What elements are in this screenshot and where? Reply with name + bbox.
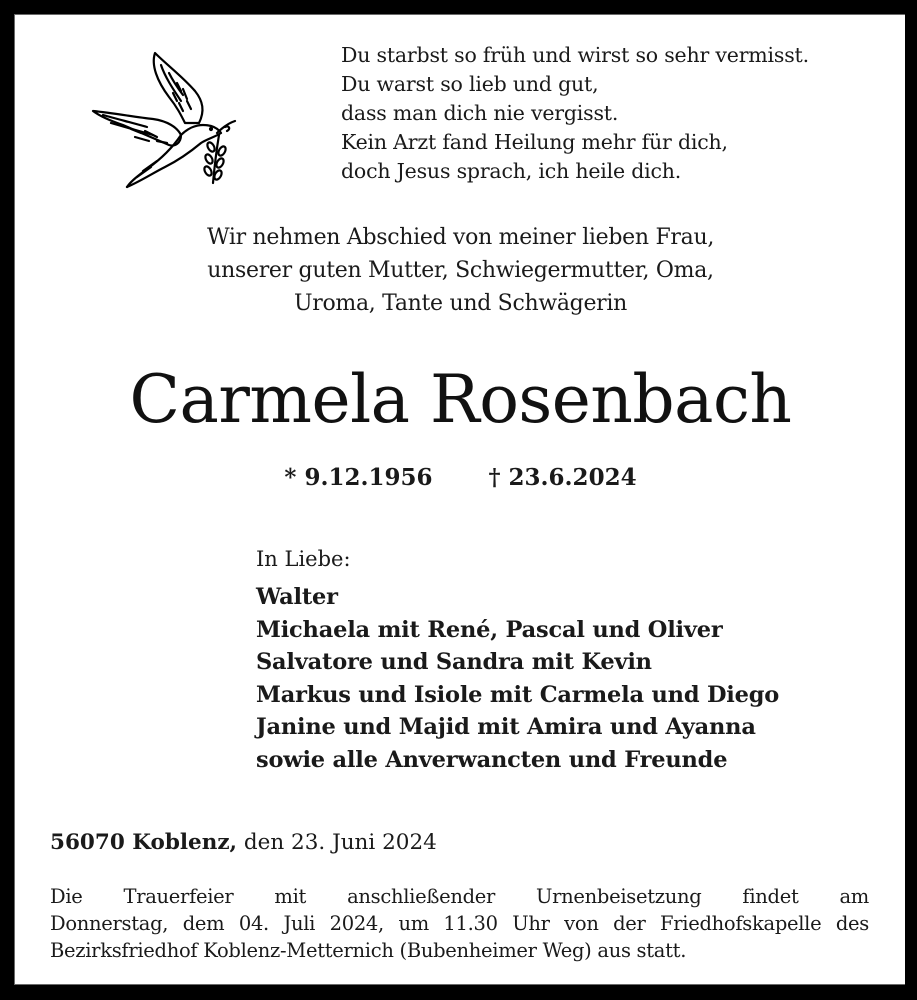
ceremony-line-1: Die Trauerfeier mit anschließender Urnenbeisetzung findet am [50,885,869,908]
poem-line: doch Jesus sprach, ich heile dich. [341,159,682,183]
intro-line: unserer guten Mutter, Schwiegermutter, Oma, [207,258,714,283]
mourner-line: Janine und Majid mit Amira und Ayanna [256,714,756,740]
mourner-line: Michaela mit René, Pascal und Oliver [256,616,723,643]
poem-line: Kein Arzt fand Heilung mehr für dich, [341,130,728,154]
death-date: † 23.6.2024 [488,464,637,491]
ceremony-details [50,883,869,964]
mourner-line: Salvatore und Sandra mit Kevin [256,649,652,675]
mourner-line: sowie alle Anverwancten und Freunde [256,746,728,773]
intro-line: Uroma, Tante und Schwägerin [293,291,628,316]
dove-with-olive-branch-icon [77,43,237,193]
intro-line: Wir nehmen Abschied von meiner lieben Frau, [206,225,715,250]
mourner-line: Markus und Isiole mit Carmela und Diego [256,681,780,708]
memorial-poem [341,41,809,186]
mourners-label: In Liebe: [256,547,351,571]
obituary-notice [14,14,905,985]
place-and-date [50,827,437,859]
mourners-block [256,543,779,776]
poem-line: dass man dich nie vergisst. [341,101,619,125]
poem-line: Du warst so lieb und gut, [341,72,599,96]
mourners-list [256,581,779,776]
notice-date: den 23. Juni 2024 [243,830,437,855]
place: 56070 Koblenz, [50,830,238,855]
ceremony-text: Donnerstag, dem 04. Juli 2024, um 11.30 Uhr von der Friedhofskapelle des Bezirksfriedhof Koblenz-Metternich (Bubenheimer Weg) aus statt. [50,912,869,962]
farewell-intro [15,221,906,320]
birth-date: * 9.12.1956 [284,464,433,491]
mourner-line: Walter [256,584,338,610]
life-dates [15,461,906,495]
poem-line: Du starbst so früh und wirst so sehr vermisst. [341,43,809,67]
deceased-name: Carmela Rosenbach [129,361,792,438]
